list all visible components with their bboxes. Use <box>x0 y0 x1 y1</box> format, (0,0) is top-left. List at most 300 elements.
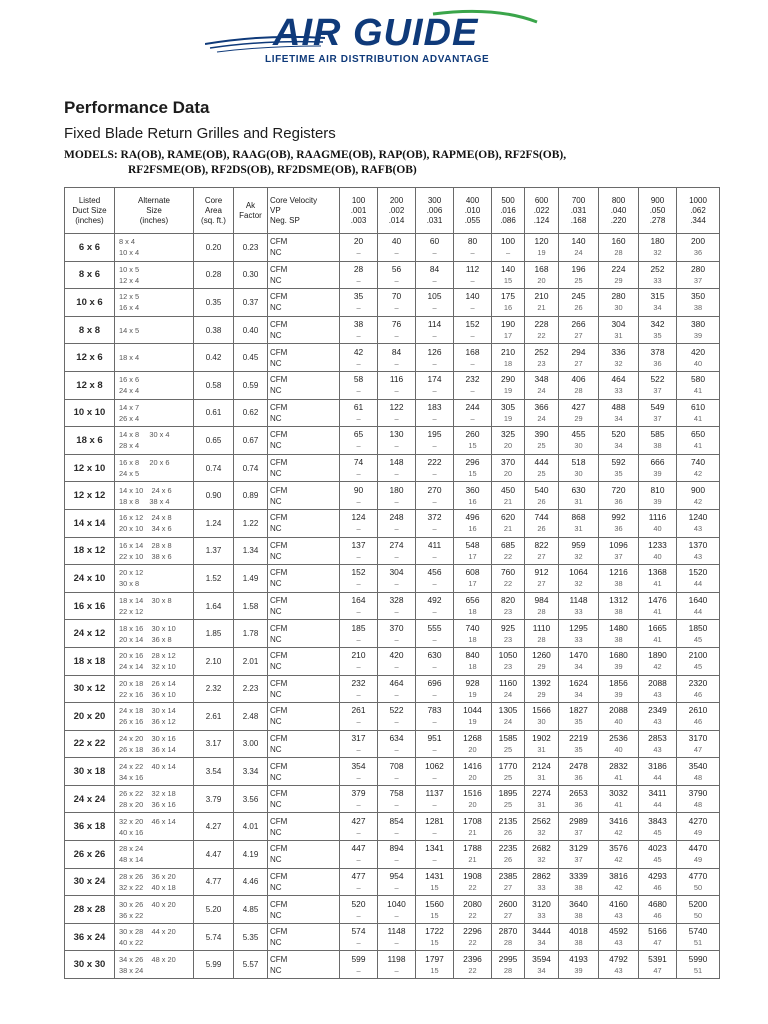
nc-value: 42 <box>653 662 662 672</box>
header-velocity-500 <box>492 188 525 234</box>
nc-label: NC <box>270 303 282 313</box>
cfm-value: 174 <box>427 374 442 385</box>
value-cell <box>599 785 639 813</box>
alternate-size: 18 x 4 <box>119 353 140 363</box>
cfm-value: 1788 <box>463 843 482 854</box>
cfm-value: 2080 <box>463 898 482 909</box>
cfm-value: 1470 <box>569 650 588 661</box>
alternate-size: 16 x 6 <box>119 375 140 385</box>
duct-size-cell: 30 x 18 <box>65 758 115 786</box>
value-cell <box>416 234 454 262</box>
cfm-value: 390 <box>534 429 549 440</box>
table-row <box>65 399 720 427</box>
value-cell <box>340 703 378 731</box>
duct-size-cell: 12 x 10 <box>65 454 115 482</box>
cfm-value: 372 <box>427 512 442 523</box>
value-cell <box>340 951 378 979</box>
cfm-value: 3411 <box>648 788 667 799</box>
row-label-cell <box>268 261 340 289</box>
cfm-value: 3790 <box>688 788 708 799</box>
value-cell <box>525 785 559 813</box>
duct-size-cell: 24 x 24 <box>65 785 115 813</box>
value-cell <box>599 592 639 620</box>
header-velocity-800-line: 800 <box>611 195 626 205</box>
header-velocity-400-line: .055 <box>464 215 481 225</box>
cfm-value: 84 <box>391 346 402 357</box>
value-cell <box>599 758 639 786</box>
row-label-cell <box>268 703 340 731</box>
alternate-size: 20 x 14 36 x 8 <box>119 634 172 644</box>
header-core-velocity-line: VP <box>270 205 281 215</box>
cfm-value: 912 <box>534 567 549 578</box>
header-velocity-1000-line: .062 <box>690 205 706 215</box>
nc-value: – <box>394 689 399 699</box>
value-cell <box>454 344 492 372</box>
alternate-size: 16 x 8 20 x 6 <box>119 458 170 468</box>
cfm-value: 3640 <box>569 898 588 909</box>
cfm-label: CFM <box>270 596 288 606</box>
row-label-cell <box>268 620 340 648</box>
nc-value: – <box>356 717 361 727</box>
alternate-size: 26 x 4 <box>119 413 140 423</box>
nc-value: 16 <box>468 496 477 506</box>
value-cell <box>677 923 720 951</box>
value-cell <box>454 730 492 758</box>
value-cell <box>677 841 720 869</box>
value-cell <box>599 537 639 565</box>
nc-value: 41 <box>653 607 662 617</box>
duct-size-cell: 28 x 28 <box>65 896 115 924</box>
cfm-label: CFM <box>270 292 288 302</box>
cfm-value: 1233 <box>648 539 667 550</box>
cfm-value: 420 <box>691 346 705 357</box>
nc-value: – <box>432 303 437 313</box>
nc-value: 30 <box>574 469 583 479</box>
nc-value: 36 <box>614 524 623 534</box>
value-cell <box>416 896 454 924</box>
value-cell <box>416 951 454 979</box>
nc-value: 19 <box>503 386 513 396</box>
duct-size-cell: 18 x 12 <box>65 537 115 565</box>
cfm-label: CFM <box>270 540 288 550</box>
cfm-value: 488 <box>611 401 626 412</box>
table-row <box>65 454 720 482</box>
nc-value: 36 <box>653 358 662 368</box>
cfm-value: 28 <box>353 263 364 274</box>
nc-value: 36 <box>574 800 583 810</box>
value-cell <box>559 371 599 399</box>
cfm-value: 380 <box>691 319 705 330</box>
value-cell <box>340 454 378 482</box>
cfm-value: 1480 <box>609 622 628 633</box>
nc-value: 21 <box>503 496 513 506</box>
cfm-value: 540 <box>534 484 549 495</box>
nc-value: 35 <box>653 331 662 341</box>
nc-value: 46 <box>653 910 662 920</box>
value-cell <box>525 316 559 344</box>
table-row <box>65 592 720 620</box>
nc-value: – <box>356 662 361 672</box>
cfm-value: 656 <box>465 595 480 606</box>
cfm-value: 1281 <box>425 815 444 826</box>
nc-value: 36 <box>614 496 623 506</box>
nc-value: 15 <box>503 275 513 285</box>
nc-value: – <box>356 938 361 948</box>
value-cell <box>416 758 454 786</box>
value-cell <box>639 371 677 399</box>
value-cell <box>559 703 599 731</box>
nc-value: 40 <box>614 744 623 754</box>
nc-value: 31 <box>537 800 546 810</box>
nc-value: 22 <box>468 965 477 975</box>
value-cell <box>378 758 416 786</box>
alternate-size-cell <box>115 868 194 896</box>
nc-value: 23 <box>503 634 513 644</box>
nc-value: – <box>394 717 399 727</box>
cfm-value: 260 <box>465 429 480 440</box>
value-cell <box>492 565 525 593</box>
alternate-size: 22 x 16 36 x 10 <box>119 689 176 699</box>
table-row <box>65 344 720 372</box>
cfm-label: CFM <box>270 347 288 357</box>
cfm-value: 522 <box>389 705 404 716</box>
nc-value: 25 <box>574 275 583 285</box>
cfm-value: 634 <box>389 732 404 743</box>
value-cell <box>454 565 492 593</box>
cfm-value: 1044 <box>463 705 482 716</box>
core-area-cell: 0.74 <box>194 454 234 482</box>
alternate-size: 16 x 4 <box>119 303 140 313</box>
nc-value: 21 <box>468 855 477 865</box>
value-cell <box>340 509 378 537</box>
nc-value: 32 <box>537 855 546 865</box>
cfm-value: 549 <box>650 401 665 412</box>
nc-value: 42 <box>693 469 703 479</box>
value-cell <box>525 565 559 593</box>
nc-value: – <box>470 331 475 341</box>
nc-value: – <box>356 386 361 396</box>
header-velocity-400-line: 400 <box>465 195 480 205</box>
cfm-value: 1368 <box>648 567 667 578</box>
cfm-value: 420 <box>389 650 404 661</box>
ak-factor-cell: 0.30 <box>234 261 268 289</box>
nc-value: – <box>356 331 361 341</box>
nc-value: 18 <box>503 358 513 368</box>
nc-label: NC <box>270 607 282 617</box>
ak-factor-cell: 0.45 <box>234 344 268 372</box>
cfm-value: 1665 <box>648 622 667 633</box>
ak-factor-cell: 0.89 <box>234 482 268 510</box>
value-cell <box>340 261 378 289</box>
value-cell <box>378 841 416 869</box>
cfm-value: 210 <box>534 291 549 302</box>
nc-value: 27 <box>574 331 583 341</box>
cfm-value: 261 <box>351 705 366 716</box>
nc-value: 40 <box>653 551 662 561</box>
value-cell <box>492 289 525 317</box>
alternate-size: 32 x 20 46 x 14 <box>119 816 176 826</box>
nc-value: – <box>356 882 361 892</box>
nc-value: 42 <box>614 855 623 865</box>
cfm-value: 954 <box>389 870 404 881</box>
nc-value: 15 <box>430 938 439 948</box>
ak-factor-cell: 1.34 <box>234 537 268 565</box>
cfm-value: 455 <box>571 429 586 440</box>
cfm-value: 3170 <box>688 732 708 743</box>
value-cell <box>559 758 599 786</box>
cfm-value: 56 <box>391 263 402 274</box>
alternate-size-cell <box>115 758 194 786</box>
table-row <box>65 620 720 648</box>
cfm-value: 1341 <box>425 843 444 854</box>
value-cell <box>599 261 639 289</box>
nc-value: – <box>394 248 399 258</box>
value-cell <box>340 841 378 869</box>
alternate-size-cell <box>115 371 194 399</box>
value-cell <box>599 951 639 979</box>
value-cell <box>599 482 639 510</box>
cfm-value: 3129 <box>569 843 588 854</box>
cfm-value: 720 <box>611 484 626 495</box>
value-cell <box>492 758 525 786</box>
table-row <box>65 234 720 262</box>
value-cell <box>525 482 559 510</box>
alternate-size-cell <box>115 344 194 372</box>
row-label-cell <box>268 951 340 979</box>
nc-value: 28 <box>503 965 513 975</box>
table-row <box>65 509 720 537</box>
nc-value: – <box>432 331 437 341</box>
ak-factor-cell: 4.19 <box>234 841 268 869</box>
duct-size-cell: 12 x 8 <box>65 371 115 399</box>
row-label-cell <box>268 427 340 455</box>
cfm-value: 2100 <box>688 650 708 661</box>
nc-label: NC <box>270 469 282 479</box>
nc-value: – <box>432 689 437 699</box>
nc-value: 24 <box>537 413 546 423</box>
cfm-value: 3120 <box>532 898 551 909</box>
row-label-cell <box>268 289 340 317</box>
alternate-size: 8 x 4 <box>119 237 136 247</box>
ak-factor-cell: 2.01 <box>234 647 268 675</box>
nc-value: 46 <box>693 689 703 699</box>
row-label-cell <box>268 454 340 482</box>
cfm-value: 555 <box>427 622 442 633</box>
nc-value: 34 <box>574 689 583 699</box>
header-velocity-600-line: .124 <box>533 215 550 225</box>
table-row <box>65 785 720 813</box>
value-cell <box>454 454 492 482</box>
nc-label: NC <box>270 938 282 948</box>
value-cell <box>639 813 677 841</box>
cfm-value: 124 <box>351 512 366 523</box>
cfm-value: 3444 <box>532 926 551 937</box>
cfm-label: CFM <box>270 954 288 964</box>
nc-value: – <box>356 579 361 589</box>
nc-value: 41 <box>693 441 703 451</box>
value-cell <box>378 923 416 951</box>
table-row <box>65 289 720 317</box>
nc-value: 16 <box>468 524 477 534</box>
cfm-value: 599 <box>351 953 366 964</box>
value-cell <box>559 841 599 869</box>
cfm-value: 1624 <box>569 677 588 688</box>
value-cell <box>340 675 378 703</box>
alternate-size: 30 x 28 44 x 20 <box>119 927 176 937</box>
nc-value: – <box>432 275 437 285</box>
nc-value: 45 <box>653 827 662 837</box>
value-cell <box>639 675 677 703</box>
nc-value: 37 <box>614 551 623 561</box>
nc-value: 24 <box>574 248 583 258</box>
nc-value: 38 <box>614 607 623 617</box>
nc-value: 35 <box>574 717 583 727</box>
value-cell <box>639 620 677 648</box>
row-label-cell <box>268 234 340 262</box>
cfm-value: 992 <box>611 512 626 523</box>
value-cell <box>492 592 525 620</box>
nc-value: 27 <box>503 910 513 920</box>
value-cell <box>416 675 454 703</box>
value-cell <box>639 565 677 593</box>
nc-value: 48 <box>693 800 703 810</box>
nc-value: 35 <box>614 469 623 479</box>
cfm-value: 342 <box>650 319 665 330</box>
cfm-label: CFM <box>270 375 288 385</box>
nc-value: 39 <box>574 965 583 975</box>
nc-value: 33 <box>614 386 623 396</box>
value-cell <box>454 509 492 537</box>
nc-value: 41 <box>653 634 662 644</box>
value-cell <box>340 565 378 593</box>
cfm-value: 574 <box>351 926 366 937</box>
nc-value: – <box>394 331 399 341</box>
alternate-size-cell <box>115 592 194 620</box>
row-label-cell <box>268 785 340 813</box>
value-cell <box>559 592 599 620</box>
value-cell <box>559 951 599 979</box>
cfm-value: 4293 <box>648 870 667 881</box>
nc-label: NC <box>270 717 282 727</box>
value-cell <box>559 261 599 289</box>
nc-value: – <box>356 248 361 258</box>
value-cell <box>525 620 559 648</box>
cfm-label: CFM <box>270 320 288 330</box>
value-cell <box>340 537 378 565</box>
cfm-value: 5990 <box>688 953 708 964</box>
cfm-value: 3576 <box>609 843 628 854</box>
alternate-size: 18 x 14 30 x 8 <box>119 596 172 606</box>
header-velocity-300-line: 300 <box>427 195 442 205</box>
nc-value: – <box>394 358 399 368</box>
nc-value: 27 <box>574 358 583 368</box>
value-cell <box>639 923 677 951</box>
duct-size-cell: 10 x 6 <box>65 289 115 317</box>
nc-value: 41 <box>693 413 703 423</box>
table-header-row <box>65 188 720 234</box>
cfm-value: 520 <box>611 429 626 440</box>
value-cell <box>378 234 416 262</box>
nc-label: NC <box>270 882 282 892</box>
cfm-value: 1137 <box>425 788 444 799</box>
cfm-label: CFM <box>270 513 288 523</box>
value-cell <box>416 703 454 731</box>
header-alternate-size-line: Size <box>146 205 162 215</box>
nc-value: 49 <box>693 855 703 865</box>
nc-value: 50 <box>693 882 703 892</box>
value-cell <box>525 675 559 703</box>
cfm-value: 180 <box>389 484 404 495</box>
header-core-velocity <box>268 188 340 234</box>
alternate-size-cell <box>115 620 194 648</box>
cfm-value: 70 <box>391 291 402 302</box>
value-cell <box>639 427 677 455</box>
nc-value: – <box>432 607 437 617</box>
cfm-value: 1895 <box>498 788 518 799</box>
cfm-value: 1476 <box>648 595 667 606</box>
value-cell <box>677 730 720 758</box>
alternate-size-cell <box>115 785 194 813</box>
value-cell <box>525 896 559 924</box>
duct-size-cell: 26 x 26 <box>65 841 115 869</box>
nc-value: 22 <box>468 910 477 920</box>
cfm-label: CFM <box>270 430 288 440</box>
nc-value: – <box>394 634 399 644</box>
value-cell <box>677 813 720 841</box>
nc-value: – <box>394 965 399 975</box>
nc-value: 47 <box>693 744 703 754</box>
cfm-value: 350 <box>691 291 705 302</box>
alternate-size: 26 x 16 36 x 12 <box>119 717 176 727</box>
value-cell <box>639 896 677 924</box>
value-cell <box>639 316 677 344</box>
cfm-value: 2600 <box>498 898 518 909</box>
nc-value: – <box>356 469 361 479</box>
cfm-value: 1640 <box>688 595 708 606</box>
nc-value: – <box>432 248 437 258</box>
cfm-value: 854 <box>389 815 404 826</box>
cfm-value: 685 <box>501 539 515 550</box>
cfm-value: 1062 <box>425 760 444 771</box>
cfm-value: 1856 <box>609 677 628 688</box>
nc-value: – <box>356 358 361 368</box>
nc-value: 44 <box>693 579 703 589</box>
nc-value: 19 <box>503 413 513 423</box>
cfm-value: 3540 <box>688 760 708 771</box>
nc-value: 38 <box>614 634 623 644</box>
nc-value: 35 <box>574 744 583 754</box>
cfm-value: 370 <box>389 622 404 633</box>
table-row <box>65 316 720 344</box>
nc-value: – <box>356 496 361 506</box>
value-cell <box>454 813 492 841</box>
cfm-value: 152 <box>465 319 480 330</box>
cfm-value: 2235 <box>498 843 518 854</box>
value-cell <box>340 758 378 786</box>
value-cell <box>378 785 416 813</box>
nc-label: NC <box>270 386 282 396</box>
cfm-label: CFM <box>270 264 288 274</box>
value-cell <box>677 344 720 372</box>
nc-value: – <box>432 524 437 534</box>
value-cell <box>492 454 525 482</box>
value-cell <box>340 234 378 262</box>
nc-value: – <box>432 386 437 396</box>
cfm-value: 2478 <box>569 760 588 771</box>
nc-value: – <box>394 303 399 313</box>
nc-value: – <box>470 248 475 258</box>
nc-label: NC <box>270 662 282 672</box>
